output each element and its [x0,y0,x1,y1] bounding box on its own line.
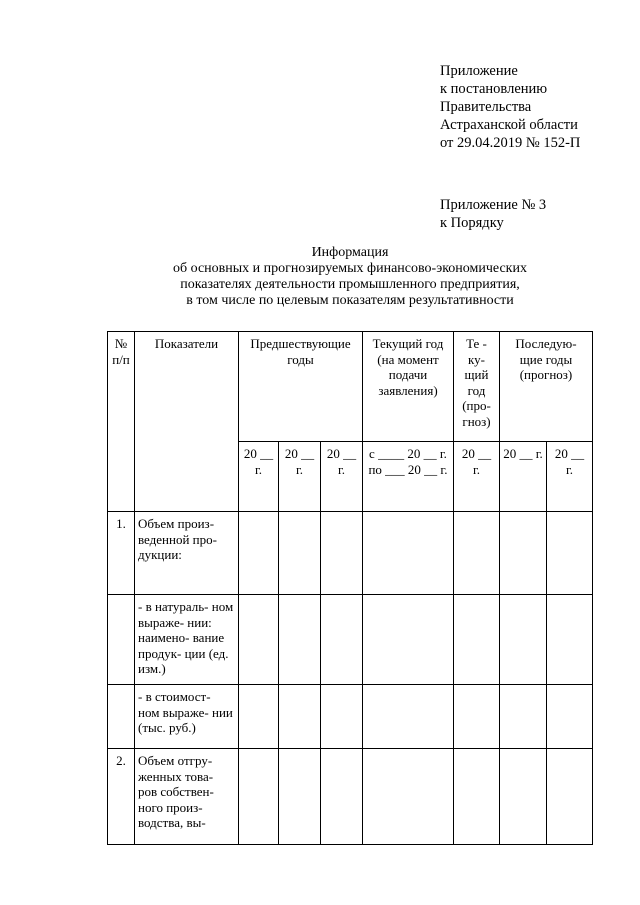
data-cell [363,749,454,845]
data-cell [547,512,593,595]
appendix-3-line: к Порядку [440,215,504,231]
row-label: - в стоимост- ном выраже- нии (тыс. руб.) [135,685,239,749]
title-line: Информация [311,245,389,260]
appendix-3-block [440,196,546,232]
row-num [108,595,135,685]
header-current-forecast: Те - ку- щий год (про- гноз) [454,332,500,442]
appendix-block [440,62,580,152]
table-row [108,512,593,595]
data-cell [279,749,321,845]
data-cell [363,595,454,685]
data-cell [321,595,363,685]
header-row [108,332,593,442]
row-label: Объем произ- веденной про- дукции: [135,512,239,595]
data-cell [363,685,454,749]
data-cell [239,685,279,749]
subheader-prev-2: 20 __ г. [279,442,321,512]
subheader-prev-1: 20 __ г. [239,442,279,512]
header-num: № п/п [108,332,135,512]
data-cell [239,512,279,595]
subheader-current: с ____ 20 __ г. по ___ 20 __ г. [363,442,454,512]
subheader-next-2: 20 __ г. [547,442,593,512]
data-cell [239,595,279,685]
data-cell [363,512,454,595]
data-cell [321,512,363,595]
subheader-next-1: 20 __ г. [500,442,547,512]
data-cell [500,685,547,749]
data-cell [500,749,547,845]
data-cell [454,595,500,685]
subheader-forecast: 20 __ г. [454,442,500,512]
appendix-3-line: Приложение № 3 [440,197,547,213]
table-row [108,595,593,685]
title-line: показателях деятельности промышленного предприятия, [180,277,520,292]
title-line: в том числе по целевым показателям результативности [186,293,514,308]
table-row [108,685,593,749]
row-num: 1. [108,512,135,595]
data-cell [547,595,593,685]
row-label: - в натураль- ном выраже- нии: наимено- вание продук- ции (ед. изм.) [135,595,239,685]
appendix-line: Приложение [440,63,518,79]
header-indicators: Показатели [135,332,239,512]
data-cell [454,685,500,749]
appendix-line: к постановлению [440,81,548,97]
data-cell [454,749,500,845]
data-cell [321,685,363,749]
indicators-table [107,331,593,845]
appendix-line: Правительства [440,99,532,115]
header-current-year: Текущий год (на момент подачи заявления) [363,332,454,442]
data-cell [454,512,500,595]
data-cell [279,685,321,749]
data-cell [500,595,547,685]
data-cell [279,595,321,685]
row-num [108,685,135,749]
appendix-line: Астраханской области [440,117,578,133]
subheader-prev-3: 20 __ г. [321,442,363,512]
title-line: об основных и прогнозируемых финансово-экономических [173,261,527,276]
document-title [100,245,600,309]
data-cell [547,685,593,749]
table-row [108,749,593,845]
data-cell [239,749,279,845]
appendix-line: от 29.04.2019 № 152-П [440,135,581,151]
data-cell [500,512,547,595]
row-label: Объем отгру- женных това- ров собствен- ного произ- водства, вы- [135,749,239,845]
data-cell [547,749,593,845]
header-next-years: Последую- щие годы (прогноз) [500,332,593,442]
row-num: 2. [108,749,135,845]
data-cell [279,512,321,595]
header-previous-years: Предшествующие годы [239,332,363,442]
data-cell [321,749,363,845]
